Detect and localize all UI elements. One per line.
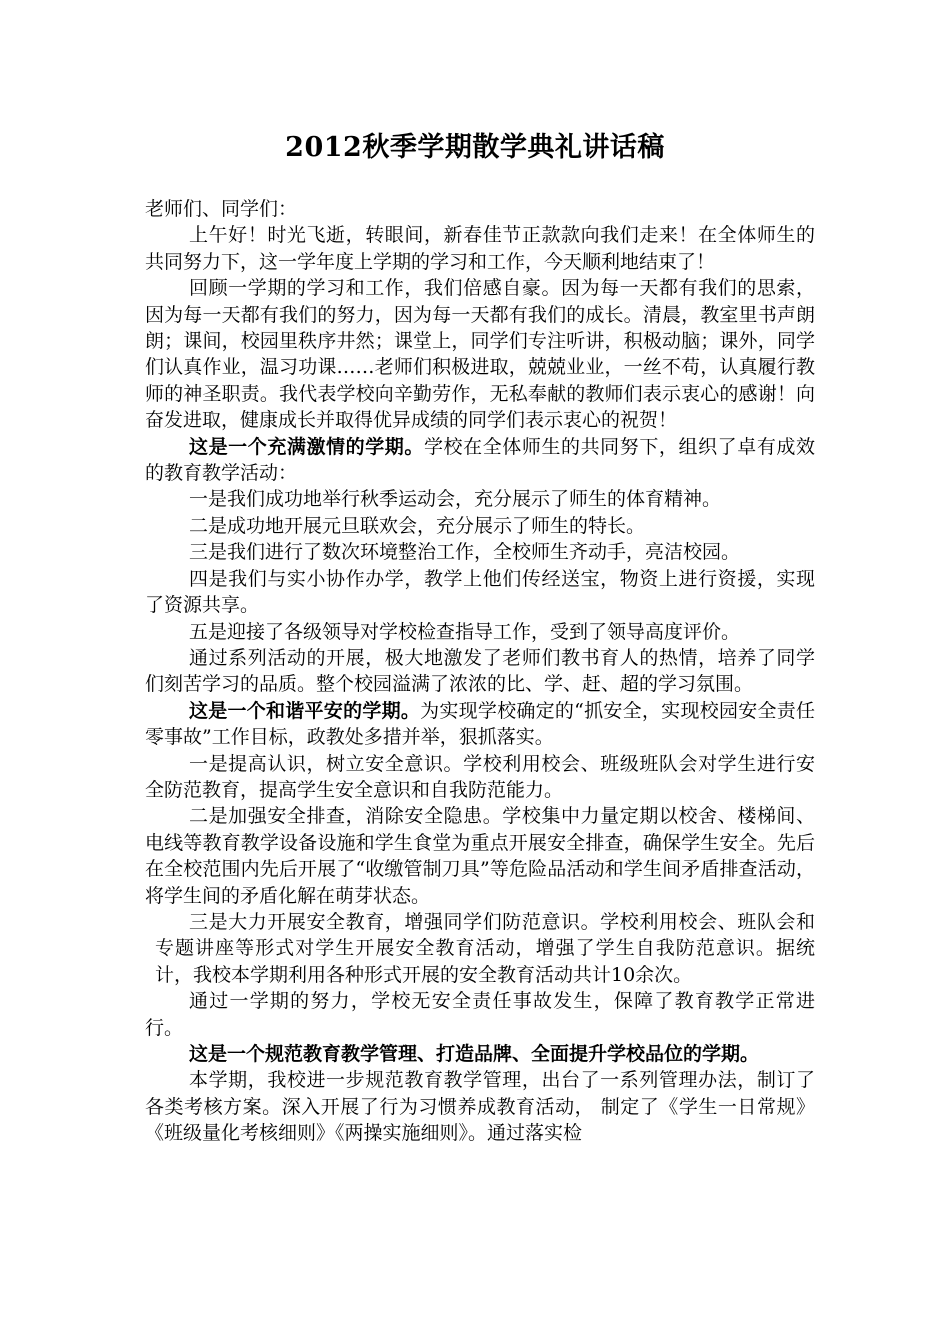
list-item-safety-inspection: 二是加强安全排查，消除安全隐患。学校集中力量定期以校舍、楼梯间、电线等教育教学设备设施和学生食堂为重点开展安全排查，确保学生安全。先后在全校范围内先后开展了“收缴管制刀具”等危险品活动和学生间矛盾排查活动，将学生间的矛盾化解在萌芽状态。 bbox=[145, 805, 815, 907]
list-item-new-year-party: 二是成功地开展元旦联欢会，充分展示了师生的特长。 bbox=[189, 514, 646, 537]
list-item-safety-awareness: 一是提高认识，树立安全意识。学校利用校会、班级班队会对学生进行安全防范教育，提高学生安全意识和自我防范能力。 bbox=[145, 752, 815, 801]
list-item-sports-meet: 一是我们成功地举行秋季运动会，充分展示了师生的体育精神。 bbox=[189, 488, 722, 511]
paragraph-safe-semester: 这是一个和谐平安的学期。为实现学校确定的“抓安全，实现校园安全责任零事故”工作目标，政教处多措并举，狠抓落实。 bbox=[145, 699, 815, 749]
section-heading: 这是一个和谐平安的学期。 bbox=[189, 699, 421, 722]
list-item-inspection: 五是迎接了各级领导对学校检查指导工作，受到了领导高度评价。 bbox=[189, 620, 741, 643]
paragraph-activities-summary: 通过系列活动的开展，极大地激发了老师们教书育人的热情，培养了同学们刻苦学习的品质。整个校园溢满了浓浓的比、学、赶、超的学习氛围。 bbox=[145, 646, 815, 696]
paragraph-management-details: 本学期，我校进一步规范教育教学管理，出台了一系列管理办法，制订了各类考核方案。深入开展了行为习惯养成教育活动， 制定了《学生一日常规》《班级量化考核细则》《两操实施细则》。通过落实检 bbox=[145, 1069, 815, 1145]
section-heading: 这是一个充满激情的学期。 bbox=[189, 435, 424, 458]
list-item-cooperation: 四是我们与实小协作办学，教学上他们传经送宝，物资上进行资援，实现了资源共享。 bbox=[145, 567, 815, 617]
paragraph-management-semester bbox=[145, 1041, 815, 1067]
section-heading: 这是一个规范教育教学管理、打造品牌、全面提升学校品位的学期。 bbox=[189, 1043, 760, 1065]
salutation: 老师们、同学们： bbox=[145, 198, 298, 220]
document-body bbox=[145, 196, 815, 1147]
paragraph-review: 回顾一学期的学习和工作，我们倍感自豪。因为每一天都有我们的思索，因为每一天都有我们的努力，因为每一天都有我们的成长。清晨，教室里书声朗朗；课间，校园里秩序井然；课堂上，同学们专注听讲，积极动脑；课外，同学们认真作业，温习功课……老师们积极进取，兢兢业业，一丝不苟，认真履行教师的神圣职责。我代表学校向辛勤劳作，无私奉献的教师们表示衷心的感谢！向奋发进取，健康成长并取得优异成绩的同学们表示衷心的祝贺！ bbox=[145, 277, 815, 432]
list-item-safety-education: 三是大力开展安全教育，增强同学们防范意识。学校利用校会、班队会和专题讲座等形式对学生开展安全教育活动，增强了学生自我防范意识。据统计，我校本学期利用各种形式开展的安全教育活动共计10余次。 bbox=[155, 910, 815, 986]
paragraph-passion-semester: 这是一个充满激情的学期。学校在全体师生的共同努下，组织了卓有成效的教育教学活动： bbox=[145, 435, 815, 485]
list-item-environment: 三是我们进行了数次环境整治工作，全校师生齐动手，亮洁校园。 bbox=[189, 541, 741, 564]
paragraph-greeting: 上午好！时光飞逝，转眼间，新春佳节正款款向我们走来！在全体师生的共同努力下，这一学年度上学期的学习和工作，今天顺利地结束了！ bbox=[145, 224, 815, 273]
document-title: 2012秋季学期散学典礼讲话稿 bbox=[285, 132, 665, 163]
paragraph-safety-summary: 通过一学期的努力，学校无安全责任事故发生，保障了教育教学正常进行。 bbox=[145, 990, 815, 1039]
